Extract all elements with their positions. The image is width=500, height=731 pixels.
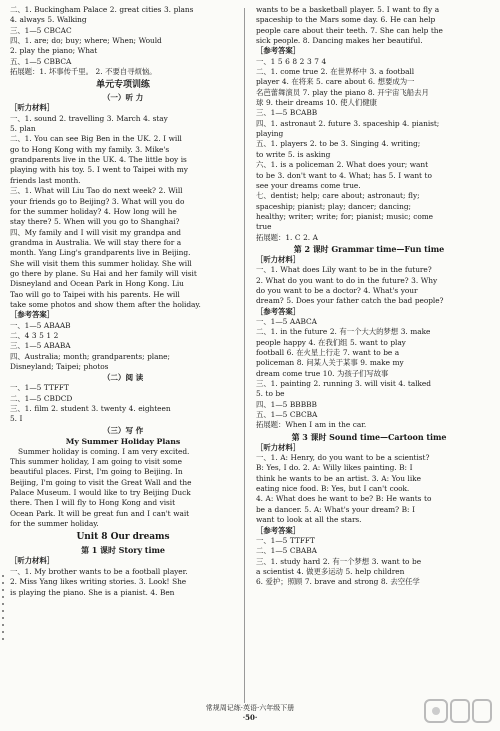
watermark-logo-icon [424,697,494,727]
footer-book-title: 常规周记练·英语·六年级下册 [205,704,295,712]
text-line: 四、Australia; month; grandparents; plane; [10,351,170,361]
text-line: 三、1—5 CBCAC [10,25,72,35]
text-line: see your dreams come true. [256,180,361,190]
text-line: Disneyland and Ocean Park in Hong Kong. Liu [10,279,184,289]
text-line: 2. What do you want to do in the future? 3. Why [256,275,438,285]
text-line: Palace Museum. I would like to try Beijing Duck [10,488,191,498]
text-line: wants to be a basketball player. 5. I want to fly a [256,5,440,14]
text-line: people happy 4. 在我们组 5. want to play [256,337,406,347]
text-line: 二、1. You can see Big Ben in the UK. 2. I will [10,134,182,144]
text-line: 4. A: What does he want to be? B: He wants to [256,494,432,504]
text-line: think he wants to be an artist. 3. A: You like [256,473,421,483]
text-line: for the summer holiday? 4. How long will he [10,206,177,216]
text-line: 四、My family and I will visit my grandpa and [10,227,181,237]
section-tag: ［听力材料］ [10,103,55,113]
text-line: She will visit them this summer holiday. She will [10,258,192,268]
text-line: 三、1. study hard 2. 有一个梦想 3. want to be [256,556,422,566]
text-line: 一、1 5 6 8 2 3 7 4 [256,56,327,66]
text-line: Tao will go to Taipei with his parents. He will [10,289,180,299]
text-line: 6. 爱护；照顾 7. brave and strong 8. 去空任学 [256,577,420,587]
text-line: 5. I [10,414,23,424]
text-line: 一、1—5 ABAAB [10,320,71,330]
section-tag: ［参考答案］ [256,525,301,535]
section-heading: （三）写 作 [102,425,144,435]
text-line: there. Then I will fly to Hong Kong and visit [10,498,176,508]
text-line: policeman 8. 问某人关于某事 9. make my [256,358,404,368]
text-line: to write 5. is asking [256,149,331,159]
text-line: 二、1—5 CBDCD [10,393,73,403]
text-line: friends last month. [10,175,81,185]
text-line: Beijing, I'm going to visit the Great Wall and the [10,477,192,487]
text-line: a scientist 4. 做更多运动 5. help children [256,566,405,576]
text-line: 二、1—5 CBABA [256,546,317,556]
section-tag: ［听力材料］ [10,556,55,566]
column-divider [244,8,245,703]
text-line: to be 3. don't want to 4. What; has 5. I want to [256,170,432,180]
text-line: 二、1. in the future 2. 有一个大大的梦想 3. make [256,327,431,337]
text-line: player 4. 在将来 5. care about 6. 想要成为一 [256,77,415,87]
text-line: 二、1. come true 2. 在世界杯中 3. a football [256,67,415,77]
section-heading: 单元专项训练 [96,80,150,91]
text-line: eating nice food. B: Yes, but I can't cook. [256,484,410,494]
text-line: 一、1. A: Henry, do you want to be a scientist? [256,453,430,463]
text-line: 拓展题：1. 坏事传千里。 2. 不要自寻烦恼。 [10,67,157,77]
text-line: playing [256,129,284,139]
text-line: 名芭蕾舞演员 7. play the piano 8. 开宇宙飞船去月 [256,87,429,97]
text-line: 一、1—5 AABCA [256,316,317,326]
right-column [256,5,482,588]
section-tag: ［听力材料］ [256,442,301,452]
text-line: playing with his toy. 5. I went to Taipei with my [10,165,188,175]
text-line: 五、1—5 CBBCA [10,56,72,66]
text-line: be a dancer. 5. A: What's your dream? B: I [256,504,415,514]
text-line: beautiful places. First, I'm going to Beijing. In [10,467,183,477]
text-line: dream? 5. Does your father catch the bad people? [256,296,444,306]
text-line: 五、1—5 CBCBA [256,410,318,420]
text-line: healthy; writer; write; for; pianist; music; come [256,211,434,221]
section-heading: My Summer Holiday Plans [65,436,181,446]
section-tag: ［参考答案］ [256,46,301,56]
text-line: 2. Miss Yang likes writing stories. 3. Look! She [10,577,187,587]
text-line: spaceship to the Mars some day. 6. He can help [256,15,436,25]
text-line: 六、1. is a policeman 2. What does your; want [256,160,429,170]
text-line: B: Yes, I do. 2. A: Willy likes painting. B: I [256,463,413,473]
section-tag: ［参考答案］ [256,306,301,316]
page-number: ·50· [242,713,258,722]
text-line: your friends go to Beijing? 3. What will you do [10,196,185,206]
left-column [10,5,236,598]
text-line: do you want to be a doctor? 4. What's your [256,285,418,295]
text-line: This summer holiday, I am going to visit some [10,457,182,467]
text-line: for the summer holiday. [10,519,99,529]
section-heading: Unit 8 Our dreams [76,532,170,543]
section-tag: ［听力材料］ [256,254,301,264]
text-line: 2. play the piano; What [10,46,98,56]
text-line: 三、1—5 ABABA [10,341,71,351]
text-line: go there by plane. Su Hai and her family will visit [10,268,197,278]
text-line: 一、1—5 TTFFT [10,383,69,393]
text-line: 二、1. Buckingham Palace 2. great cities 3. plans [10,5,194,14]
text-line: 拓展题：When I am in the car. [256,420,367,430]
text-line: 三、1. film 2. student 3. twenty 4. eighteen [10,404,171,414]
text-line: stay there? 5. When will you go to Shanghai? [10,217,180,227]
text-line: 一、1. What does Lily want to be in the future? [256,265,432,275]
text-line: football 6. 在火星上行走 7. want to be a [256,348,400,357]
text-line: 球 9. their dreams 10. 使人们健康 [256,98,377,108]
text-line: spaceship; pianist; play; dancer; dancing; [256,201,411,211]
text-line: 4. always 5. Walking [10,15,87,25]
text-line: grandma in Australia. We will stay there for a [10,237,182,247]
section-heading: 第 2 课时 Grammar time—Fun time [293,243,445,254]
text-line: take some photos and show them after the holiday. [10,299,201,309]
text-line: 5. plan [10,124,36,134]
text-line: sick people. 8. Dancing makes her beautiful. [256,36,423,46]
section-heading: 第 1 课时 Story time [81,545,165,556]
section-tag: ［参考答案］ [10,310,55,320]
text-line: people care about their teeth. 7. She can help the [256,25,443,35]
text-line: 一、1—5 TTFFT [256,535,315,545]
text-line: 三、1. What will Liu Tao do next week? 2. Will [10,186,183,196]
text-line: Disneyland; Taipei; photos [10,362,109,371]
text-line: 一、1. My brother wants to be a football player. [10,566,188,576]
text-line: 四、1. are; do; buy; where; When; Would [10,36,162,46]
section-heading: （二）阅 读 [102,373,144,383]
text-line: month. Yang Ling's grandparents live in Beijing. [10,248,191,258]
text-line: true [256,222,272,232]
text-line: 拓展题：1. C 2. A [256,232,318,242]
text-line: Ocean Park. It will be great fun and I can't wait [10,508,190,518]
text-line: 三、1—5 BCABB [256,108,318,118]
text-line: 五、1. players 2. to be 3. Singing 4. writing; [256,139,421,149]
text-line: 5. to be [256,389,285,399]
text-line: 四、1—5 BBBBB [256,399,317,409]
text-line: dream come true 10. 为孩子们写故事 [256,368,389,378]
text-line: 七、dentist; help; care about; astronaut; fly; [256,191,420,201]
binding-marks [2,575,5,660]
text-line: want to look at all the stars. [256,515,362,525]
section-heading: （一）听 力 [102,93,144,103]
text-line: is playing the piano. She is a pianist. 4. Ben [10,587,175,597]
text-line: 二、4 3 5 1 2 [10,330,59,340]
text-line: go to Hong Kong with my family. 3. Mike's [10,144,170,154]
text-line: 四、1. astronaut 2. future 3. spaceship 4. pianist; [256,118,440,128]
text-line: grandparents live in the UK. 4. The little boy is [10,155,187,165]
section-heading: 第 3 课时 Sound time—Cartoon time [291,431,447,442]
text-line: 三、1. painting 2. running 3. will visit 4. talked [256,379,431,389]
text-line: 一、1. sound 2. travelling 3. March 4. stay [10,113,168,123]
text-line: Summer holiday is coming. I am very excited. [18,446,190,456]
